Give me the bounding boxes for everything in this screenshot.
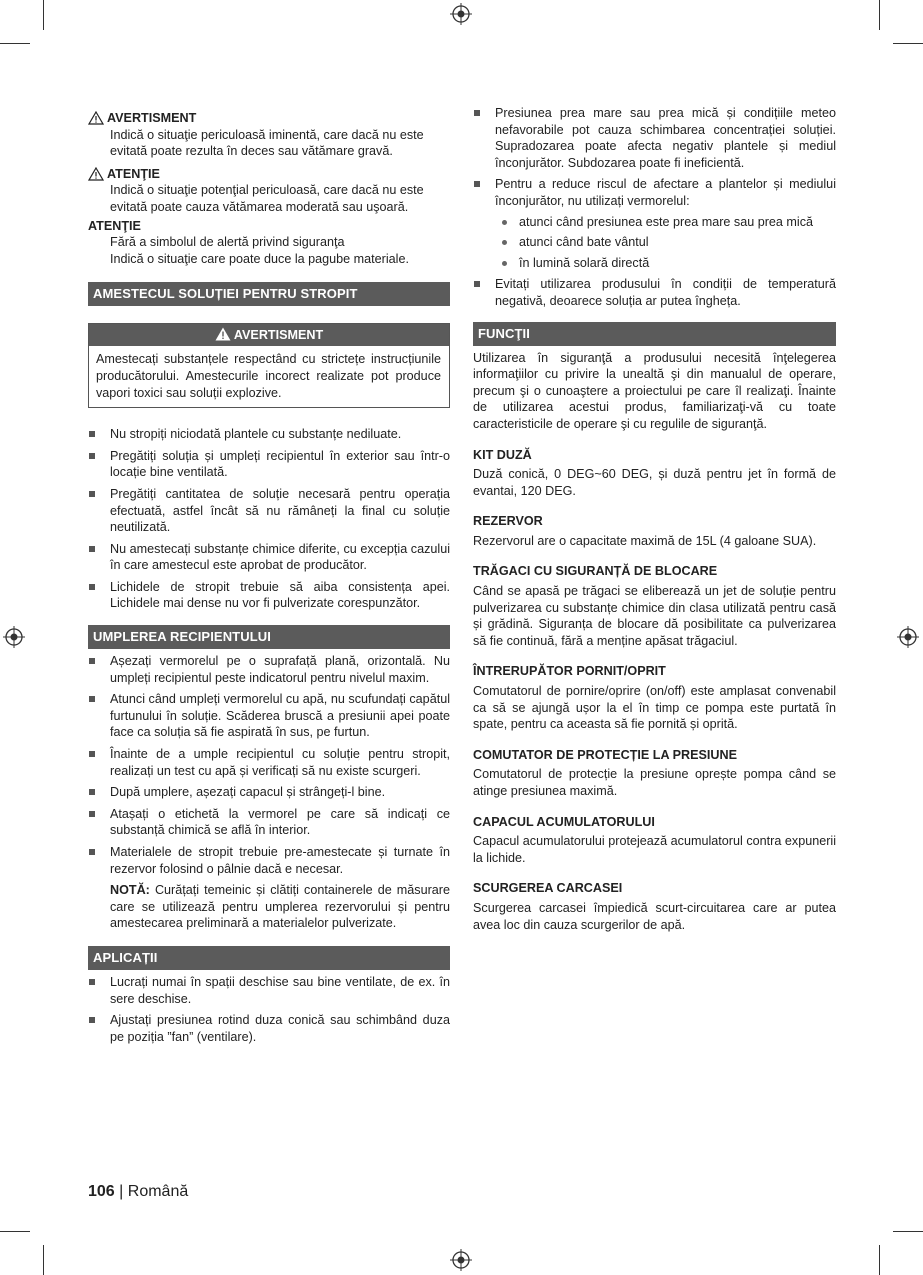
list-item: Atașați o etichetă la vermorel pe care să indicați ce substanță chimică se află în interior. xyxy=(88,806,450,839)
applications-list-left xyxy=(88,974,450,1045)
warning-triangle-icon xyxy=(215,327,231,341)
function-section-battery-cover xyxy=(473,814,836,867)
warning-label-text: AVERTISMENT xyxy=(107,111,197,125)
list-item: Nu amestecați substanțe chimice diferite, cu excepția cazului în care amestecul este aprobat de producător. xyxy=(88,541,450,574)
functions-intro: Utilizarea în siguranţă a produsului necesită înţelegerea informaţiilor cu privire la unealtă şi din manualul de operare, precum şi o cunoaştere a proiectului pe care îl realizaţi. Înainte de utilizarea acestui produs, familiarizaţi-vă cu toate caracteristicile de operare şi cu regulile de siguranţă. xyxy=(473,350,836,431)
function-section-nozzle-kit xyxy=(473,447,836,500)
warning-label xyxy=(88,110,450,127)
mixing-heading: AMESTECUL SOLUȚIEI PENTRU STROPIT xyxy=(88,282,450,306)
notice-label-text: ATENŢIE xyxy=(88,218,141,233)
list-item xyxy=(473,176,836,271)
note-text: Curățați temeinic și clătiți containerele de măsurare care se utilizează pentru umplerea rezervorului și pentru amestecarea preliminară a materialelor pulverizate. xyxy=(110,883,450,931)
sub-list xyxy=(495,214,836,272)
list-item: Lichidele de stropit trebuie să aiba consistența apei. Lichidele mai dense nu vor fi pulverizate corespunzător. xyxy=(88,579,450,612)
notice-line-1: Fără a simbolul de alertă privind siguranţa xyxy=(110,235,345,250)
list-item: Pregătiți cantitatea de soluție necesară pentru operația efectuată, astfel încât să nu rămâneți la final cu soluție neutilizată. xyxy=(88,486,450,536)
warning-description: Indică o situaţie periculoasă iminentă, care dacă nu este evitată poate rezulta în deces sau vătămare gravă. xyxy=(110,127,424,159)
list-item: Presiunea prea mare sau prea mică și condițiile meteo nefavorabile pot cauza schimbarea concentrației soluției. Supradozarea poate afecta negativ plantele și mediul înconjurător. Subdozarea poate fi ineficientă. xyxy=(473,105,836,171)
warning-triangle-icon xyxy=(88,111,104,125)
function-section-pressure-switch xyxy=(473,747,836,800)
list-item: Atunci când umpleți vermorelul cu apă, nu scufundați capătul furtunului în soluție. Scăderea bruscă a presiunii apei poate face ca soluția să fie aspirată în sus, pe furtun. xyxy=(88,691,450,741)
notice-line-2: Indică o situaţie care poate duce la pagube materiale. xyxy=(110,251,409,266)
caution-label-text: ATENŢIE xyxy=(107,166,160,181)
footer-separator: | xyxy=(119,1183,124,1200)
page-number: 106 xyxy=(88,1183,115,1200)
filling-heading: UMPLEREA RECIPIENTULUI xyxy=(88,625,450,649)
registration-mark-icon xyxy=(450,1249,472,1271)
list-item: Ajustați presiunea rotind duza conică sau schimbând duza pe poziția ”fan” (ventilare). xyxy=(88,1012,450,1045)
list-item-text: Materialele de stropit trebuie pre-amestecate și turnate în rezervor folosind o pâlnie dacă e necesar. xyxy=(110,845,450,876)
filling-note xyxy=(110,882,450,932)
section-text: Capacul acumulatorului protejează acumulatorul contra expunerii la lichide. xyxy=(473,834,836,865)
section-title: TRĂGACI CU SIGURANȚĂ DE BLOCARE xyxy=(473,564,718,579)
sub-list-item: în lumină solară directă xyxy=(495,255,836,272)
note-label: NOTĂ: xyxy=(110,883,150,898)
section-title: ÎNTRERUPĂTOR PORNIT/OPRIT xyxy=(473,664,666,679)
mixing-warning-header xyxy=(89,324,449,346)
crop-mark xyxy=(893,1231,923,1232)
list-item: Așezați vermorelul pe o suprafață plană, orizontală. Nu umpleți recipientul peste indicatorul pentru nivelul maxim. xyxy=(88,653,450,686)
notice-label xyxy=(88,218,450,235)
crop-mark xyxy=(43,0,44,30)
section-title: KIT DUZĂ xyxy=(473,447,532,462)
registration-mark-icon xyxy=(3,626,25,648)
caution-label xyxy=(88,166,450,183)
list-item: Evitați utilizarea produsului în condiții de temperatură negativă, deoarece soluția ar putea îngheța. xyxy=(473,276,836,309)
sub-list-item: atunci când bate vântul xyxy=(495,234,836,251)
list-item: Nu stropiți niciodată plantele cu substanțe nediluate. xyxy=(88,426,450,443)
section-text: Duză conică, 0 DEG~60 DEG, și duză pentru jet în formă de evantai, 120 DEG. xyxy=(473,467,836,498)
mixing-list xyxy=(88,426,450,612)
crop-mark xyxy=(879,1245,880,1275)
crop-mark xyxy=(893,43,923,44)
list-item: Pregătiți soluția și umpleți recipientul în exterior sau într-o locație bine ventilată. xyxy=(88,448,450,481)
footer-language: Română xyxy=(127,1183,189,1200)
crop-mark xyxy=(879,0,880,30)
section-text: Comutatorul de protecție la presiune oprește pompa când se atinge presiunea maximă. xyxy=(473,767,836,798)
section-text: Comutatorul de pornire/oprire (on/off) este amplasat convenabil ca să se ajungă ușor la el în timp ce pompa este purtată în spate, pentru ca aceasta să fie pornită și oprită. xyxy=(473,684,836,732)
mixing-warning-title: AVERTISMENT xyxy=(233,328,324,343)
function-section-switch xyxy=(473,663,836,732)
section-title: CAPACUL ACUMULATORULUI xyxy=(473,814,655,829)
filling-list xyxy=(88,653,450,932)
caution-description: Indică o situaţie potenţial periculoasă, care dacă nu este evitată poate cauza vătămarea moderată sau uşoară. xyxy=(110,183,424,214)
applications-heading: APLICAȚII xyxy=(88,946,450,970)
functions-heading: FUNCŢII xyxy=(473,322,836,346)
registration-mark-icon xyxy=(450,3,472,25)
right-column xyxy=(473,105,836,933)
section-title: REZERVOR xyxy=(473,514,543,529)
list-item: Înainte de a umple recipientul cu soluție pentru stropit, realizați un test cu apă și verificați să nu existe scurgeri. xyxy=(88,746,450,779)
section-text: Rezervorul are o capacitate maximă de 15L (4 galoane SUA). xyxy=(473,533,817,548)
mixing-warning-text: Amestecați substanțele respectând cu strictețe instrucțiunile producătorului. Amestecurile incorect realizate pot produce vapori toxici sau soluții explozive. xyxy=(96,352,441,400)
caution-triangle-icon xyxy=(88,167,104,181)
function-section-tank xyxy=(473,513,836,549)
list-item xyxy=(88,844,450,932)
left-column xyxy=(88,110,450,1050)
list-item: După umplere, așezați capacul și strângeți-l bine. xyxy=(88,784,450,801)
crop-mark xyxy=(0,43,30,44)
function-section-housing-drain xyxy=(473,880,836,933)
safety-legend xyxy=(88,110,450,267)
section-text: Când se apasă pe trăgaci se eliberează un jet de soluție pentru pulverizarea cu substanțe chimice din clasa utilizată pentru casă și grădină. Siguranța de blocare dă posibilitate ca pulverizarea să fie continuă, fără a menține apăsat trăgaciul. xyxy=(473,584,836,648)
applications-list-right xyxy=(473,105,836,310)
crop-mark xyxy=(0,1231,30,1232)
registration-mark-icon xyxy=(897,626,919,648)
list-item: Lucrați numai în spații deschise sau bine ventilate, de ex. în sere deschise. xyxy=(88,974,450,1007)
sub-list-item: atunci când presiunea este prea mare sau prea mică xyxy=(495,214,836,231)
mixing-warning-box xyxy=(88,323,450,408)
page-footer xyxy=(88,1182,188,1202)
section-title: COMUTATOR DE PROTECȚIE LA PRESIUNE xyxy=(473,747,738,762)
crop-mark xyxy=(43,1245,44,1275)
function-section-trigger xyxy=(473,563,836,649)
section-text: Scurgerea carcasei împiedică scurt-circuitarea care ar putea avea loc din cauza scurgerilor de apă. xyxy=(473,900,836,932)
list-item-text: Pentru a reduce riscul de afectare a plantelor și mediului înconjurător, nu utilizați vermorelul: xyxy=(495,177,836,208)
section-title: SCURGEREA CARCASEI xyxy=(473,881,623,896)
